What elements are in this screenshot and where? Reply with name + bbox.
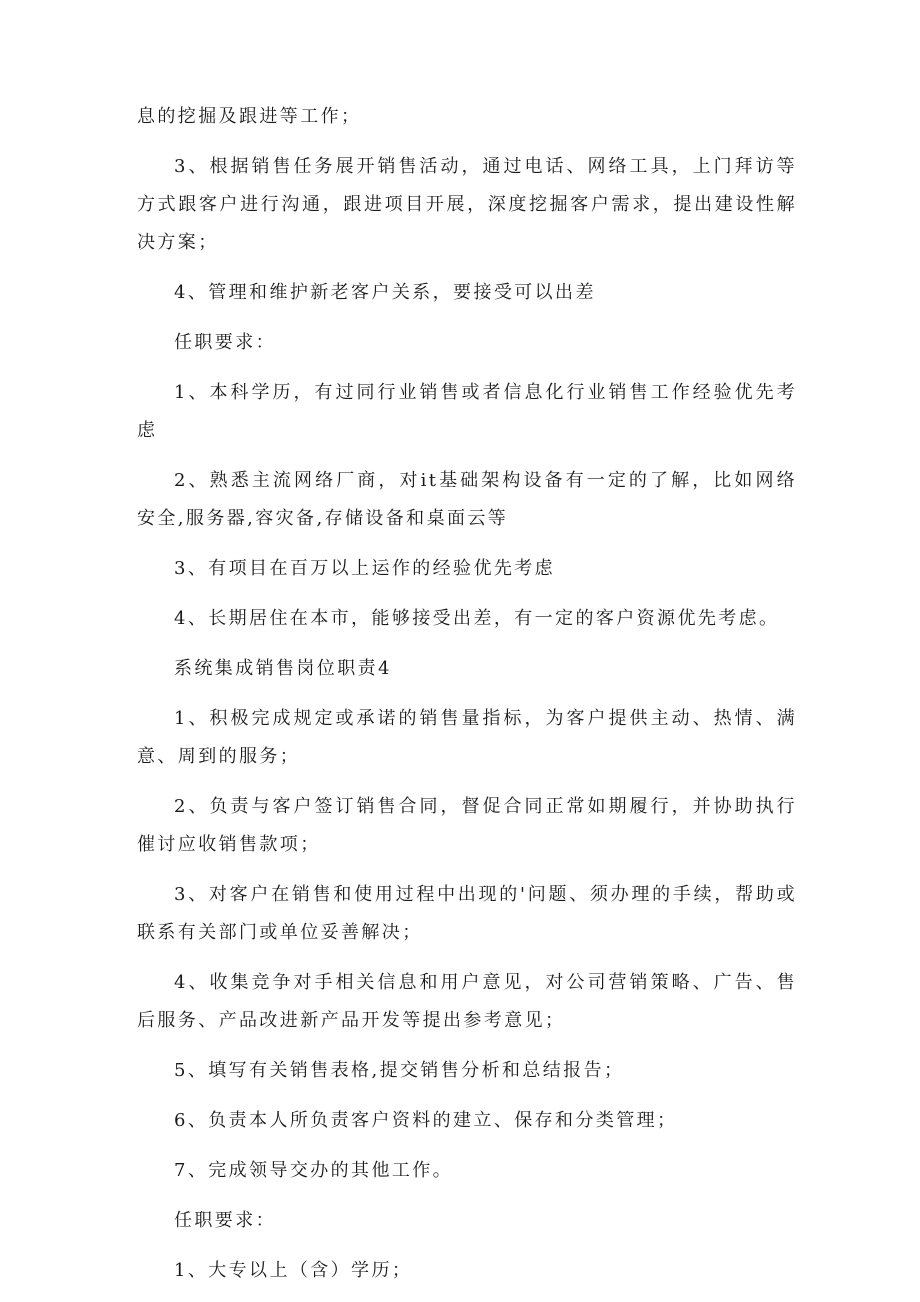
paragraph-duty-1: 1、积极完成规定或承诺的销售量指标，为客户提供主动、热情、满意、周到的服务； [137,708,797,767]
paragraph-requirement-4: 4、长期居住在本市，能够接受出差，有一定的客户资源优先考虑。 [174,608,780,629]
document-body [137,98,797,1302]
section-heading-requirements: 任职要求： [174,332,276,353]
paragraph-continuation: 息的挖掘及跟进等工作； [137,106,362,127]
paragraph-duty-3: 3、根据销售任务展开销售活动，通过电话、网络工具，上门拜访等方式跟客户进行沟通，跟进项目开展，深度挖掘客户需求，提出建设性解决方案； [137,156,797,253]
paragraph-requirement-1: 1、本科学历，有过同行业销售或者信息化行业销售工作经验优先考虑 [137,382,797,441]
paragraph-requirement-3: 3、有项目在百万以上运作的经验优先考虑 [174,558,556,579]
section-heading-job-duties-4: 系统集成销售岗位职责4 [174,658,392,679]
section-heading-requirements-2: 任职要求： [174,1210,276,1231]
paragraph-duty-6: 6、负责本人所负责客户资料的建立、保存和分类管理； [174,1110,678,1131]
paragraph-duty-2: 2、负责与客户签订销售合同，督促合同正常如期履行，并协助执行催讨应收销售款项； [137,796,797,855]
paragraph-requirement-1b: 1、大专以上（含）学历； [174,1260,413,1281]
paragraph-duty-4: 4、管理和维护新老客户关系，要接受可以出差 [174,282,596,303]
paragraph-requirement-2: 2、熟悉主流网络厂商，对it基础架构设备有一定的了解，比如网络安全,服务器,容灾备,存储设备和桌面云等 [137,470,797,529]
paragraph-duty-3b: 3、对客户在销售和使用过程中出现的'问题、须办理的手续，帮助或联系有关部门或单位妥善解决； [137,884,797,943]
paragraph-duty-5: 5、填写有关销售表格,提交销售分析和总结报告； [174,1060,625,1081]
paragraph-duty-4b: 4、收集竞争对手相关信息和用户意见，对公司营销策略、广告、售后服务、产品改进新产品开发等提出参考意见； [137,972,797,1031]
paragraph-duty-7: 7、完成领导交办的其他工作。 [174,1160,454,1181]
